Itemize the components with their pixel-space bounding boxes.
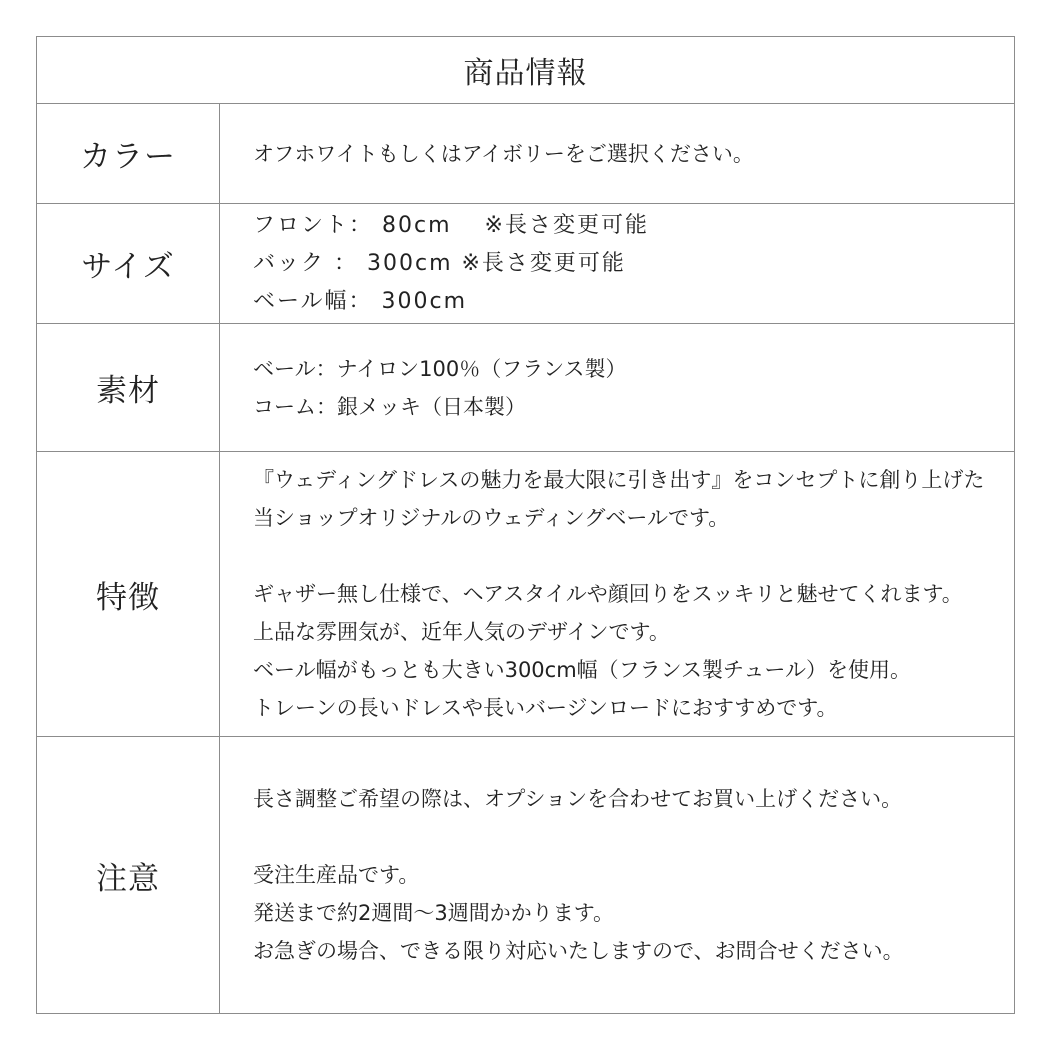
row-color <box>37 104 1014 204</box>
row-label: サイズ <box>37 204 220 323</box>
row-value <box>253 737 1008 1013</box>
value-line: 発送まで約2週間〜3週間かかります。 <box>253 901 615 925</box>
row-size <box>37 204 1014 324</box>
row-value <box>253 204 1008 323</box>
value-line: バック ： 300cm ※長さ変更可能 <box>253 250 626 276</box>
value-line: トレーンの長いドレスや長いバージンロードにおすすめです。 <box>253 696 838 720</box>
value-line: 長さ調整ご希望の際は、オプションを合わせてお買い上げください。 <box>253 787 903 811</box>
row-value <box>253 324 1008 451</box>
value-line: 受注生産品です。 <box>253 863 420 887</box>
value-line: 当ショップオリジナルのウェディングベールです。 <box>253 506 730 530</box>
table-title: 商品情報 <box>37 37 1014 104</box>
value-line: 『ウェディングドレスの魅力を最大限に引き出す』をコンセプトに創り上げた <box>253 468 985 492</box>
row-label: カラー <box>37 104 220 203</box>
row-features <box>37 452 1014 737</box>
row-value <box>253 452 1008 736</box>
row-label: 注意 <box>37 737 220 1013</box>
blank-line <box>253 818 1008 856</box>
product-info-table <box>36 36 1015 1014</box>
row-material <box>37 324 1014 452</box>
value-line: ギャザー無し仕様で、ヘアスタイルや顔回りをスッキリと魅せてくれます。 <box>253 582 963 606</box>
value-line: ベール：ナイロン100％（フランス製） <box>253 356 627 381</box>
value-line: お急ぎの場合、できる限り対応いたしますので、お問合せください。 <box>253 939 904 963</box>
row-label: 素材 <box>37 324 220 451</box>
row-value <box>253 104 1008 203</box>
value-line: コーム：銀メッキ（日本製） <box>253 394 526 419</box>
value-line: オフホワイトもしくはアイボリーをご選択ください。 <box>253 141 754 166</box>
value-line: ベール幅： 300cm <box>253 288 468 314</box>
value-line: 上品な雰囲気が、近年人気のデザインです。 <box>253 620 670 644</box>
value-line: フロント： 80cm ※長さ変更可能 <box>253 212 649 238</box>
row-label: 特徴 <box>37 452 220 736</box>
row-notes <box>37 737 1014 1013</box>
blank-line <box>253 537 1008 575</box>
value-line: ベール幅がもっとも大きい300cm幅（フランス製チュール）を使用。 <box>253 658 911 682</box>
